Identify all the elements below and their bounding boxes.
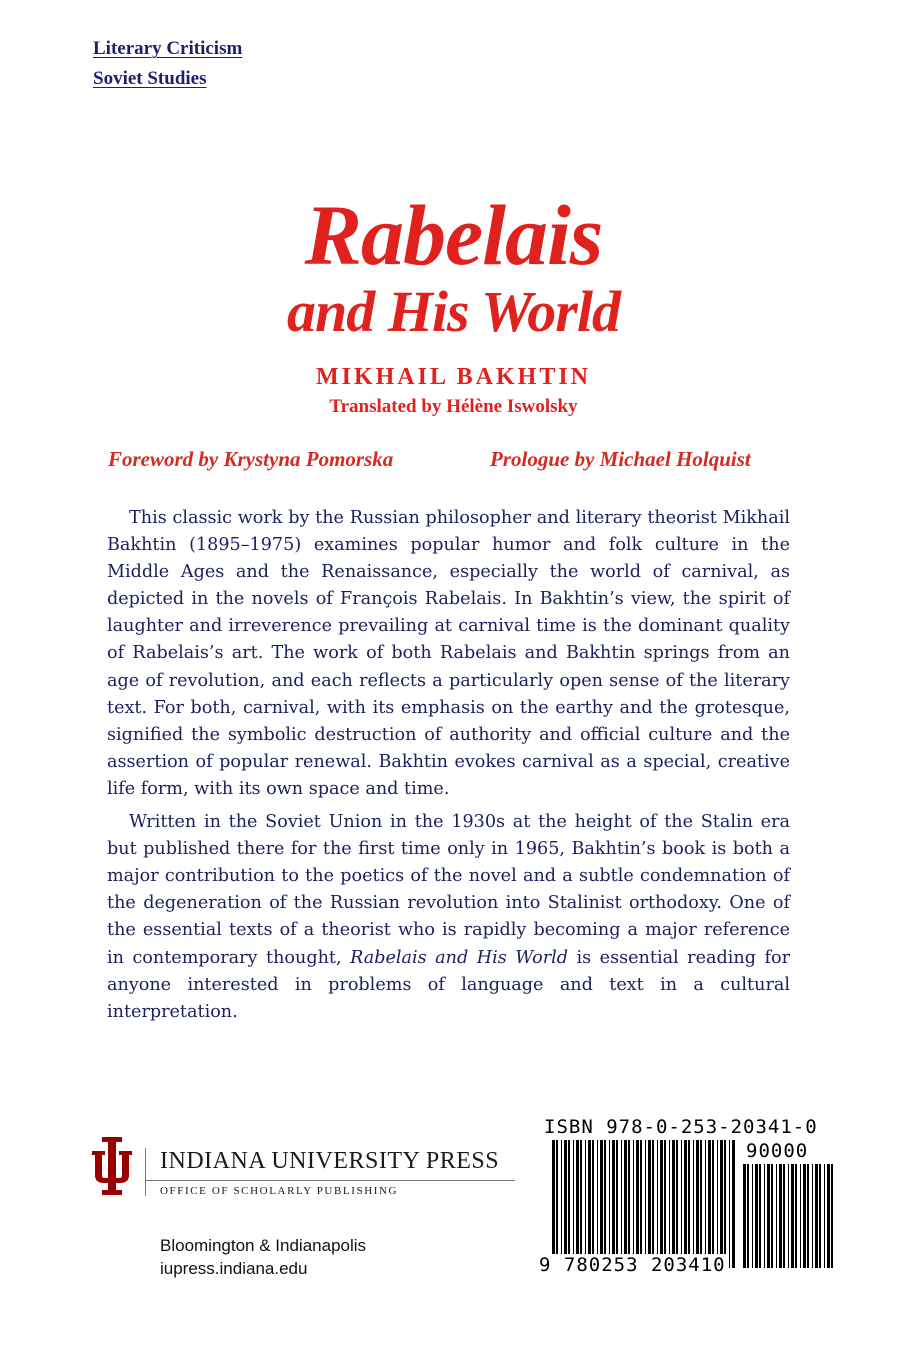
barcode-bar: [684, 1140, 687, 1268]
barcode-bar: [648, 1140, 651, 1268]
barcode-bar: [552, 1140, 555, 1268]
barcode-bar: [676, 1140, 678, 1268]
barcode-addon-number: 90000: [746, 1140, 809, 1162]
barcode-bar: [609, 1140, 610, 1268]
publisher-name: INDIANA UNIVERSITY PRESS: [160, 1148, 500, 1174]
barcode-bar: [672, 1140, 675, 1268]
barcode-bar: [729, 1140, 730, 1268]
barcode-bar: [628, 1140, 630, 1268]
barcode-bar: [640, 1140, 642, 1268]
barcode-bar: [779, 1164, 782, 1268]
translator-credit: Translated by Hélène Iswolsky: [329, 396, 578, 417]
barcode-bar: [824, 1164, 825, 1268]
barcode-bar: [791, 1164, 794, 1268]
barcode-bar: [693, 1140, 694, 1268]
description-paragraph-2: [107, 809, 790, 1026]
barcode-bar: [807, 1164, 809, 1268]
barcode-bar: [597, 1140, 598, 1268]
publisher-city: Bloomington & Indianapolis: [160, 1236, 367, 1255]
barcode-bar: [803, 1164, 806, 1268]
barcode-bar: [580, 1140, 582, 1268]
barcode-bar: [664, 1140, 666, 1268]
barcode-bar: [681, 1140, 682, 1268]
barcode-bar: [621, 1140, 622, 1268]
barcode-bar: [720, 1140, 723, 1268]
subject-soviet-studies: Soviet Studies: [93, 68, 207, 89]
barcode-bar: [624, 1140, 627, 1268]
barcode-bar: [657, 1140, 658, 1268]
book-title: Rabelais: [304, 187, 603, 283]
subject-literary-criticism: Literary Criticism: [93, 38, 243, 59]
press-divider-vertical: [145, 1148, 146, 1196]
barcode-bar: [827, 1164, 830, 1268]
barcode-bar: [636, 1140, 639, 1268]
barcode-bar: [831, 1164, 833, 1268]
book-subtitle: and His World: [287, 279, 620, 344]
barcode-bar: [708, 1140, 711, 1268]
barcode-bar: [752, 1164, 753, 1268]
barcode-bar: [568, 1140, 570, 1268]
barcode-bar: [561, 1140, 562, 1268]
barcode-bar: [592, 1140, 594, 1268]
barcode-bar: [576, 1140, 579, 1268]
barcode-bar: [743, 1164, 746, 1268]
description-text: Written in the Soviet Union in the 1930s at the height of the Stalin era but published there for the first time only in 1965, Bakhtin’s book is both a major contribution to the poetics of the novel and a subtle condemnation of the degeneration of the Russian revolution into Stalinist orthodoxy. One of the essential texts of a theorist who is rapidly becoming a major reference in contemporary thought,: [107, 812, 790, 968]
barcode-bar: [616, 1140, 618, 1268]
barcode-bar: [783, 1164, 785, 1268]
isbn-label: ISBN 978-0-253-20341-0: [544, 1116, 818, 1138]
barcode-bar: [669, 1140, 670, 1268]
barcode-bar: [795, 1164, 797, 1268]
description-text: is essential reading for anyone interested in problems of language and text in a cultural interpretation.: [107, 947, 790, 1022]
barcode-bar: [712, 1140, 714, 1268]
barcode-bar: [612, 1140, 615, 1268]
publisher-url: iupress.indiana.edu: [160, 1259, 308, 1278]
barcode-bar: [800, 1164, 801, 1268]
barcode-bar: [556, 1140, 558, 1268]
barcode-bar: [696, 1140, 699, 1268]
barcode-bar: [588, 1140, 591, 1268]
barcode-bar: [652, 1140, 654, 1268]
barcode-bar: [724, 1140, 726, 1268]
barcode-bar: [815, 1164, 818, 1268]
barcode-bar: [600, 1140, 603, 1268]
barcode-bar: [660, 1140, 663, 1268]
barcode-bar: [564, 1140, 567, 1268]
barcode-bar: [767, 1164, 770, 1268]
addon-barcode: [743, 1164, 835, 1268]
barcode-bar: [705, 1140, 706, 1268]
iu-trident-logo: [92, 1135, 132, 1201]
barcode-bar: [604, 1140, 606, 1268]
book-description: [107, 505, 790, 1032]
description-paragraph-1: This classic work by the Russian philosopher and literary theorist Mikhail Bakhtin (1895–1975) examines popular humor and folk culture in the Middle Ages and the Renaissance, especially the world of carnival, as depicted in the novels of François Rabelais. In Bakhtin’s view, the spirit of laughter and irreverence prevailing at carnival time is the dominant quality of Rabelais’s art. The work of both Rabelais and Bakhtin springs from an age of revolution, and each reflects a particularly open sense of the literary text. For both, carnival, with its emphasis on the earthy and the grotesque, signified the symbolic destruction of authority and official culture and the assertion of popular renewal. Bakhtin evokes carnival as a special, creative life form, with its own space and time.: [107, 508, 790, 799]
foreword-credit: Foreword by Krystyna Pomorska: [108, 447, 394, 471]
barcode-bar: [688, 1140, 690, 1268]
barcode-bar: [585, 1140, 586, 1268]
barcode-bar: [764, 1164, 765, 1268]
barcode-bar: [633, 1140, 634, 1268]
barcode-bar: [732, 1140, 735, 1268]
press-divider: [145, 1180, 515, 1181]
author-name: MIKHAIL BAKHTIN: [315, 364, 592, 390]
description-book-title: Rabelais and His World: [350, 947, 569, 968]
barcode-bar: [755, 1164, 758, 1268]
publisher-office: OFFICE OF SCHOLARLY PUBLISHING: [160, 1185, 399, 1197]
barcode-bar: [819, 1164, 821, 1268]
barcode-bar: [759, 1164, 761, 1268]
ean-digits: 9 780253 203410: [539, 1254, 726, 1276]
barcode-bar: [812, 1164, 813, 1268]
ean-barcode: [552, 1140, 738, 1268]
barcode-bar: [700, 1140, 702, 1268]
prologue-credit: Prologue by Michael Holquist: [490, 447, 751, 471]
barcode-bar: [776, 1164, 777, 1268]
barcode-bar: [771, 1164, 773, 1268]
barcode-bar: [788, 1164, 789, 1268]
barcode-bar: [747, 1164, 749, 1268]
barcode-bar: [573, 1140, 574, 1268]
barcode-bar: [717, 1140, 718, 1268]
barcode-bar: [645, 1140, 646, 1268]
